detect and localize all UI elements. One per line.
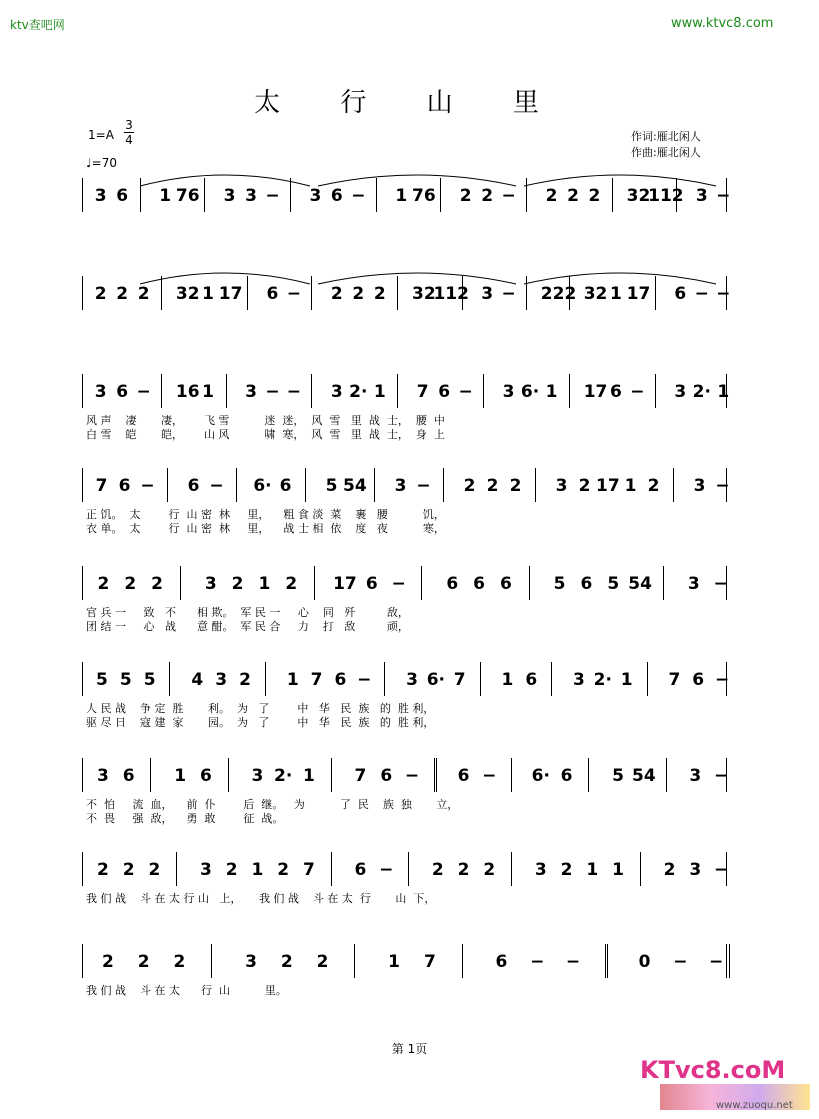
note: 6·: [426, 670, 445, 690]
note: 112: [433, 284, 469, 304]
duration-dash: −: [715, 476, 730, 496]
barline: [535, 468, 536, 502]
duration-dash: −: [351, 186, 366, 206]
note: 3: [394, 476, 407, 496]
music-system: [0, 566, 819, 636]
duration-dash: −: [357, 670, 372, 690]
note: 2: [101, 952, 114, 972]
note: 3: [94, 382, 107, 402]
note: 2: [457, 860, 470, 880]
note: 2: [148, 860, 161, 880]
watermark-url: www.zuoqu.net: [716, 1100, 793, 1111]
note: 2: [567, 186, 579, 206]
note: 5: [143, 670, 156, 690]
music-system: [0, 662, 819, 732]
note: 3: [245, 186, 257, 206]
note: 0: [638, 952, 651, 972]
barline: [82, 852, 83, 886]
note: 2: [124, 574, 137, 594]
note: 1: [609, 284, 622, 304]
note: 54: [628, 574, 652, 594]
note: 2: [647, 476, 660, 496]
note: 2·: [692, 382, 711, 402]
note: 5: [325, 476, 338, 496]
site-label-left: ktv查吧网: [10, 18, 65, 32]
barline: [726, 758, 727, 792]
note: 32: [626, 186, 651, 206]
note: 112: [648, 186, 684, 206]
lyrics-verse-2: 驱 尽 日 寇 建 家 园。 为 了 中 华 民 族 的 胜 利，: [86, 716, 435, 729]
duration-dash: −: [501, 284, 516, 304]
duration-dash: −: [404, 766, 420, 786]
note: 3: [534, 860, 547, 880]
note: 2: [277, 860, 290, 880]
duration-dash: −: [565, 952, 581, 972]
note: 6: [122, 766, 135, 786]
tempo-marking: [86, 156, 117, 170]
barline: [374, 468, 375, 502]
note: 1: [303, 766, 315, 786]
note: 2: [285, 574, 298, 594]
note: 3: [94, 186, 107, 206]
barline: [726, 944, 730, 978]
note: 3: [245, 952, 257, 972]
barline: [408, 852, 409, 886]
note: 1: [202, 382, 214, 402]
barline: [647, 662, 648, 696]
page-number: 第 1页: [391, 1042, 428, 1056]
barline: [666, 758, 667, 792]
duration-dash: −: [708, 952, 724, 972]
note: 3: [309, 186, 322, 206]
note: 2: [560, 860, 573, 880]
note: 2: [459, 186, 472, 206]
note: 3: [204, 574, 217, 594]
note: 17: [333, 574, 357, 594]
note: 2: [431, 860, 444, 880]
duration-dash: −: [286, 382, 302, 402]
lyrics-verse-1: 正 饥。 太 行 山 密 林 里， 粗 食 淡 菜 裹 腰 饥，: [86, 508, 445, 521]
note: 3: [693, 476, 706, 496]
note: 32: [412, 284, 436, 304]
note: 3: [223, 186, 236, 206]
duration-dash: −: [530, 952, 545, 972]
lyrics-verse-2: 衣 单。 太 行 山 密 林 里， 战 士 相 依 度 夜 寒，: [86, 522, 445, 535]
duration-dash: −: [265, 186, 280, 206]
time-signature: [124, 118, 134, 147]
note: 6: [279, 476, 292, 496]
lyrics-verse-1: 我 们 战 斗 在 太 行 山 上， 我 们 战 斗 在 太 行 山 下，: [86, 892, 436, 905]
music-system: [0, 374, 819, 444]
duration-dash: −: [136, 382, 151, 402]
barline: [726, 852, 727, 886]
note: 3: [687, 574, 700, 594]
barline: [443, 468, 444, 502]
barline: [82, 758, 83, 792]
note: 2: [316, 952, 329, 972]
note: 3: [689, 860, 702, 880]
site-label-right[interactable]: www.ktvc8.com: [671, 16, 774, 31]
repeat-barline: [605, 944, 608, 978]
note: 2: [588, 186, 601, 206]
note: 17: [583, 382, 608, 402]
barline: [314, 566, 315, 600]
note: 6: [365, 574, 378, 594]
note: 7: [310, 670, 323, 690]
duration-dash: −: [694, 284, 709, 304]
music-system: [0, 178, 819, 248]
duration-dash: −: [630, 382, 645, 402]
note: 3: [406, 670, 418, 690]
note: 6: [692, 670, 705, 690]
note: 2: [94, 284, 107, 304]
note: 6: [354, 860, 367, 880]
note: 16: [175, 382, 200, 402]
note: 6: [525, 670, 538, 690]
note: 3: [96, 766, 109, 786]
note: 2: [509, 476, 522, 496]
note: 7: [95, 476, 108, 496]
barline: [511, 852, 512, 886]
note: 6: [495, 952, 508, 972]
note: 6: [199, 766, 212, 786]
barline: [640, 852, 641, 886]
barline: [726, 374, 727, 408]
note: 1: [612, 860, 624, 880]
lyrics-verse-1: 官 兵 一 致 不 相 欺。 军 民 一 心 同 歼 敌，: [86, 606, 409, 619]
lyrics-verse-2: 团 结 一 心 战 意 酣。 军 民 合 力 打 敌 顽，: [86, 620, 409, 633]
note: 6: [457, 766, 470, 786]
barline: [180, 566, 181, 600]
barline: [169, 662, 170, 696]
note: 7: [354, 766, 367, 786]
barline: [167, 468, 168, 502]
note: 2·: [274, 766, 293, 786]
note: 1: [286, 670, 299, 690]
note: 5: [612, 766, 624, 786]
note: 6: [118, 476, 131, 496]
note: 2: [96, 860, 109, 880]
note: 6: [380, 766, 393, 786]
note: 3: [502, 382, 515, 402]
note: 4: [191, 670, 204, 690]
song-title: 太 行 山 里: [254, 88, 565, 118]
barline: [331, 758, 332, 792]
slur: [140, 175, 310, 186]
note: 2: [116, 284, 129, 304]
note: 2: [486, 476, 499, 496]
note: 6: [116, 382, 129, 402]
note: 3: [674, 382, 687, 402]
barline: [726, 662, 727, 696]
note: 2·: [349, 382, 368, 402]
slur-group: [0, 178, 819, 248]
barline: [529, 566, 530, 600]
duration-dash: −: [391, 574, 406, 594]
key-signature: 1=A: [88, 128, 114, 142]
note: 3: [330, 382, 343, 402]
note: 32: [583, 284, 608, 304]
barline: [82, 374, 83, 408]
note: 1: [395, 186, 408, 206]
note: 6: [116, 186, 129, 206]
note: 1: [624, 476, 637, 496]
note: 7: [303, 860, 315, 880]
note: 6: [499, 574, 512, 594]
composer-credit: 作曲:雁北闲人: [631, 146, 701, 159]
barline: [397, 374, 398, 408]
note: 2: [137, 952, 150, 972]
note: 76: [175, 186, 200, 206]
duration-dash: −: [140, 476, 155, 496]
note: 17: [596, 476, 620, 496]
note: 7: [416, 382, 429, 402]
barline: [226, 374, 227, 408]
note: 6·: [520, 382, 540, 402]
duration-dash: −: [379, 860, 394, 880]
barline: [421, 566, 422, 600]
note: 1: [501, 670, 514, 690]
note: 1: [174, 766, 187, 786]
music-system: [0, 944, 819, 1014]
note: 3: [481, 284, 494, 304]
barline: [511, 758, 512, 792]
note: 3: [573, 670, 585, 690]
note: 7: [668, 670, 681, 690]
repeat-barline: [434, 758, 437, 792]
barline: [354, 944, 355, 978]
note: 2: [663, 860, 676, 880]
barline: [483, 374, 484, 408]
note: 2·: [593, 670, 612, 690]
note: 54: [343, 476, 367, 496]
duration-dash: −: [209, 476, 224, 496]
lyrics-verse-1: 风 声 凄 凄， 飞 雪 迷 迷， 风 雪 里 战 士， 腰 中: [86, 414, 445, 427]
note: 1: [620, 670, 633, 690]
barline: [569, 374, 570, 408]
barline: [311, 374, 312, 408]
slur: [318, 273, 516, 284]
barline: [726, 566, 727, 600]
barline: [82, 566, 83, 600]
note: 1: [388, 952, 401, 972]
barline: [551, 662, 552, 696]
note: 6·: [531, 766, 550, 786]
note: 3: [199, 860, 212, 880]
duration-dash: −: [713, 860, 729, 880]
barline: [82, 944, 83, 978]
note: 6: [580, 574, 593, 594]
barline: [161, 374, 162, 408]
note: 2: [280, 952, 293, 972]
duration-dash: −: [501, 186, 516, 206]
note: 2: [463, 476, 476, 496]
note: 1: [586, 860, 599, 880]
note: 76: [412, 186, 436, 206]
duration-dash: −: [713, 574, 728, 594]
barline: [384, 662, 385, 696]
note: 5: [607, 574, 620, 594]
note: 2: [137, 284, 150, 304]
lyrics-verse-1: 人 民 战 争 定 胜 利。 为 了 中 华 民 族 的 胜 利，: [86, 702, 435, 715]
note: 2: [151, 574, 163, 594]
note: 6: [609, 382, 622, 402]
note: 3: [689, 766, 702, 786]
lyrics-verse-1: 不 怕 流 血， 前 仆 后 继。 为 了 民 族 独 立，: [86, 798, 459, 811]
barline: [663, 566, 664, 600]
note: 6: [334, 670, 347, 690]
watermark-logo: KTvc8.coM: [640, 1056, 786, 1084]
note: 1: [159, 186, 172, 206]
note: 7: [453, 670, 466, 690]
note: 32: [175, 284, 200, 304]
note: 6: [187, 476, 200, 496]
duration-dash: −: [716, 284, 731, 304]
note: 54: [631, 766, 656, 786]
note: 2: [373, 284, 386, 304]
note: 2: [578, 476, 591, 496]
barline: [236, 468, 237, 502]
barline: [82, 662, 83, 696]
barline: [228, 758, 229, 792]
lyrics-verse-1: 我 们 战 斗 在 太 行 山 里。: [86, 984, 287, 997]
note: 2: [481, 186, 494, 206]
note: 2: [97, 574, 110, 594]
lyricist-credit: 作词:雁北闲人: [631, 130, 701, 143]
note: 2: [122, 860, 135, 880]
barline: [655, 374, 656, 408]
duration-dash: −: [673, 952, 688, 972]
note: 3: [251, 766, 264, 786]
note: 1: [545, 382, 558, 402]
slur: [140, 273, 310, 284]
note: 3: [245, 382, 257, 402]
note: 2: [225, 860, 238, 880]
time-bottom: 4: [125, 133, 133, 147]
duration-dash: −: [265, 382, 280, 402]
lyrics-verse-2: 不 畏 强 敌， 勇 敢 征 战。: [86, 812, 284, 825]
barline: [82, 468, 83, 502]
note: 3: [695, 186, 708, 206]
note: 2: [173, 952, 186, 972]
barline: [588, 758, 589, 792]
barline: [331, 852, 332, 886]
slur-group: [0, 276, 819, 346]
music-system: [0, 758, 819, 828]
note: 2: [239, 670, 251, 690]
duration-dash: −: [713, 766, 729, 786]
note: 1: [202, 284, 214, 304]
note: 6: [560, 766, 573, 786]
note: 3: [215, 670, 228, 690]
duration-dash: −: [458, 382, 473, 402]
note: 6: [446, 574, 459, 594]
note: 17: [626, 284, 651, 304]
duration-dash: −: [286, 284, 302, 304]
note: 222: [540, 284, 577, 304]
note: 6: [266, 284, 279, 304]
tempo-value: =70: [91, 156, 117, 170]
note: 6·: [253, 476, 272, 496]
duration-dash: −: [716, 186, 731, 206]
barline: [150, 758, 151, 792]
slur: [524, 273, 716, 284]
note: 5: [96, 670, 108, 690]
barline: [673, 468, 674, 502]
note: 2: [545, 186, 558, 206]
note: 3: [555, 476, 568, 496]
duration-dash: −: [714, 670, 730, 690]
note: 2: [330, 284, 343, 304]
note: 6: [438, 382, 451, 402]
note: 5: [553, 574, 566, 594]
slur: [318, 175, 516, 186]
barline: [480, 662, 481, 696]
note: 2: [231, 574, 244, 594]
note: 1: [373, 382, 386, 402]
barline: [462, 944, 463, 978]
note: 2: [483, 860, 496, 880]
music-system: [0, 468, 819, 538]
barline: [265, 662, 266, 696]
note: 1: [258, 574, 271, 594]
note: 7: [423, 952, 436, 972]
barline: [176, 852, 177, 886]
note: 1: [251, 860, 264, 880]
barline: [305, 468, 306, 502]
duration-dash: −: [416, 476, 431, 496]
note: 6: [330, 186, 343, 206]
barline: [211, 944, 212, 978]
note: 17: [218, 284, 243, 304]
slur: [524, 175, 716, 186]
quarter-note-icon: ♩: [86, 156, 92, 170]
music-system: [0, 852, 819, 922]
note: 1: [717, 382, 730, 402]
note: 2: [352, 284, 365, 304]
note: 5: [119, 670, 132, 690]
time-top: 3: [125, 118, 133, 132]
duration-dash: −: [482, 766, 497, 786]
lyrics-verse-2: 白 雪 皑 皑， 山 风 啸 寒， 风 雪 里 战 士， 身 上: [86, 428, 445, 441]
note: 6: [674, 284, 687, 304]
barline: [726, 468, 727, 502]
note: 6: [473, 574, 485, 594]
music-system: [0, 276, 819, 346]
